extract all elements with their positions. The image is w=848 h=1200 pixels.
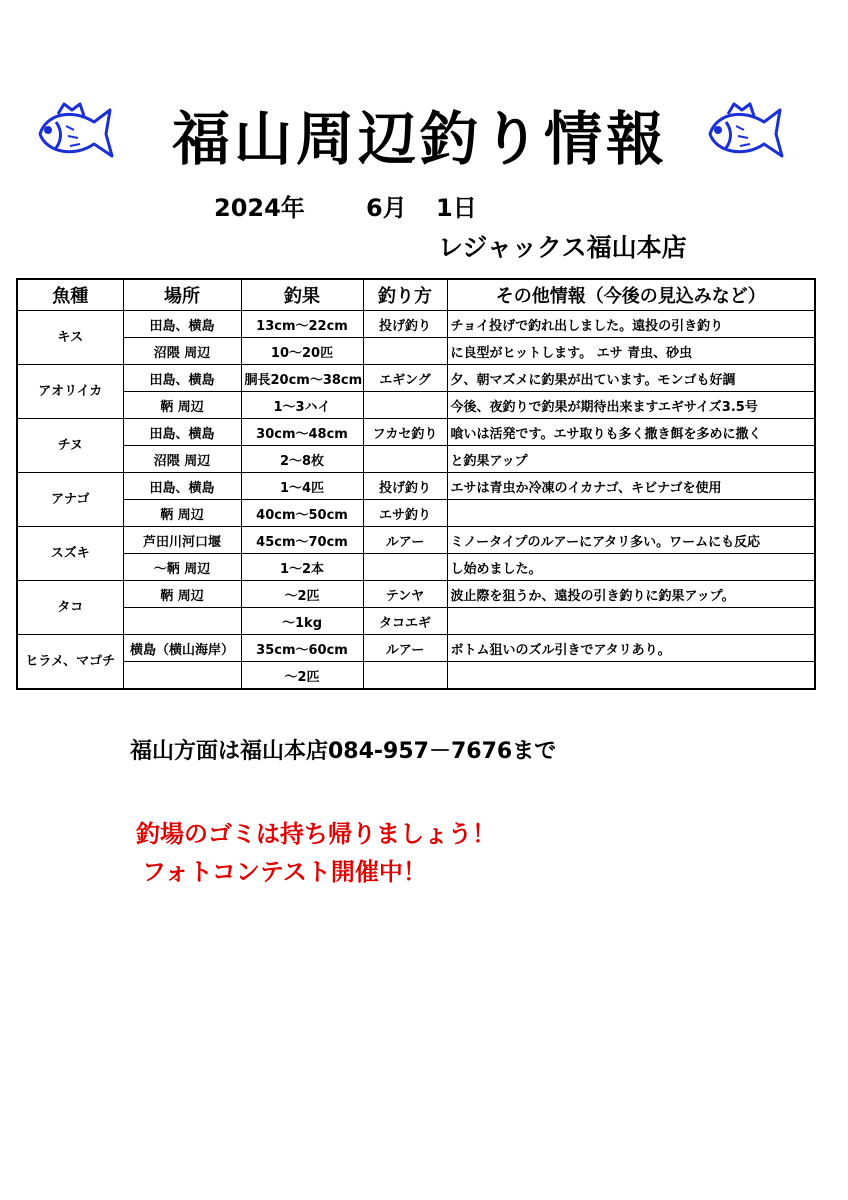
method-cell	[363, 662, 447, 690]
date-year: 2024年	[214, 194, 305, 222]
header-catch: 釣果	[241, 279, 363, 311]
date-day: 1日	[436, 194, 477, 222]
method-cell: 投げ釣り	[363, 473, 447, 500]
method-cell	[363, 392, 447, 419]
catch-cell: ～2匹	[241, 662, 363, 690]
place-cell	[123, 608, 241, 635]
species-cell: キス	[17, 311, 123, 365]
table-row	[17, 635, 815, 662]
place-cell: 芦田川河口堰	[123, 527, 241, 554]
catch-cell: 10～20匹	[241, 338, 363, 365]
method-cell: エサ釣り	[363, 500, 447, 527]
notice-trash: 釣場のゴミは持ち帰りましょう！	[136, 820, 496, 848]
catch-cell: 2～8枚	[241, 446, 363, 473]
place-cell: 鞆 周辺	[123, 392, 241, 419]
header-method: 釣り方	[363, 279, 447, 311]
place-cell: 田島、横島	[123, 419, 241, 446]
species-cell: ヒラメ、マゴチ	[17, 635, 123, 690]
species-cell: タコ	[17, 581, 123, 635]
place-cell: 鞆 周辺	[123, 500, 241, 527]
catch-cell: 1～4匹	[241, 473, 363, 500]
info-cell: と釣果アップ	[447, 446, 815, 473]
info-cell	[447, 500, 815, 527]
table-header-row	[17, 279, 815, 311]
table-row	[17, 527, 815, 554]
table-row	[17, 311, 815, 338]
table-row	[17, 554, 815, 581]
place-cell: 沼隈 周辺	[123, 446, 241, 473]
catch-cell: ～2匹	[241, 581, 363, 608]
place-cell: 横島（横山海岸）	[123, 635, 241, 662]
method-cell: ルアー	[363, 527, 447, 554]
method-cell: タコエギ	[363, 608, 447, 635]
fishing-report-table	[16, 278, 816, 690]
method-cell	[363, 554, 447, 581]
page-title: 福山周辺釣り情報	[171, 105, 668, 173]
place-cell: 田島、横島	[123, 365, 241, 392]
fish-icon	[32, 100, 118, 162]
catch-cell: 1～2本	[241, 554, 363, 581]
fish-icon	[702, 100, 788, 162]
place-cell: ～鞆 周辺	[123, 554, 241, 581]
method-cell: ルアー	[363, 635, 447, 662]
contact-info: 福山方面は福山本店084-957－7676まで	[130, 739, 557, 764]
info-cell: エサは青虫か冷凍のイカナゴ、キビナゴを使用	[447, 473, 815, 500]
species-cell: チヌ	[17, 419, 123, 473]
info-cell: 喰いは活発です。エサ取りも多く撒き餌を多めに撒く	[447, 419, 815, 446]
header-species: 魚種	[17, 279, 123, 311]
species-cell: アオリイカ	[17, 365, 123, 419]
date-month: 6月	[366, 194, 407, 222]
catch-cell: 13cm～22cm	[241, 311, 363, 338]
info-cell: ミノータイプのルアーにアタリ多い。ワームにも反応	[447, 527, 815, 554]
catch-cell: ～1kg	[241, 608, 363, 635]
info-cell: 夕、朝マズメに釣果が出ています。モンゴも好調	[447, 365, 815, 392]
catch-cell: 35cm～60cm	[241, 635, 363, 662]
place-cell: 田島、横島	[123, 311, 241, 338]
place-cell	[123, 662, 241, 690]
info-cell	[447, 608, 815, 635]
info-cell: 今後、夜釣りで釣果が期待出来ますエギサイズ3.5号	[447, 392, 815, 419]
method-cell: テンヤ	[363, 581, 447, 608]
table-row	[17, 500, 815, 527]
species-cell: スズキ	[17, 527, 123, 581]
method-cell	[363, 338, 447, 365]
shop-name: レジャックス福山本店	[438, 233, 687, 262]
table-row	[17, 446, 815, 473]
table-row	[17, 662, 815, 690]
info-cell: に良型がヒットします。 エサ 青虫、砂虫	[447, 338, 815, 365]
info-cell	[447, 662, 815, 690]
header-info: その他情報（今後の見込みなど）	[447, 279, 815, 311]
method-cell: エギング	[363, 365, 447, 392]
header-place: 場所	[123, 279, 241, 311]
table-row	[17, 338, 815, 365]
table-row	[17, 608, 815, 635]
table-row	[17, 365, 815, 392]
catch-cell: 30cm～48cm	[241, 419, 363, 446]
method-cell	[363, 446, 447, 473]
table-row	[17, 392, 815, 419]
info-cell: ボトム狙いのズル引きでアタリあり。	[447, 635, 815, 662]
info-cell: し始めました。	[447, 554, 815, 581]
catch-cell: 1～3ハイ	[241, 392, 363, 419]
catch-cell: 胴長20cm～38cm	[241, 365, 363, 392]
place-cell: 田島、横島	[123, 473, 241, 500]
catch-cell: 40cm～50cm	[241, 500, 363, 527]
table-row	[17, 581, 815, 608]
method-cell: フカセ釣り	[363, 419, 447, 446]
method-cell: 投げ釣り	[363, 311, 447, 338]
place-cell: 鞆 周辺	[123, 581, 241, 608]
table-row	[17, 473, 815, 500]
place-cell: 沼隈 周辺	[123, 338, 241, 365]
info-cell: チョイ投げで釣れ出しました。遠投の引き釣り	[447, 311, 815, 338]
catch-cell: 45cm～70cm	[241, 527, 363, 554]
info-cell: 波止際を狙うか、遠投の引き釣りに釣果アップ。	[447, 581, 815, 608]
species-cell: アナゴ	[17, 473, 123, 527]
table-row	[17, 419, 815, 446]
notice-photo-contest: フォトコンテスト開催中！	[142, 858, 427, 886]
